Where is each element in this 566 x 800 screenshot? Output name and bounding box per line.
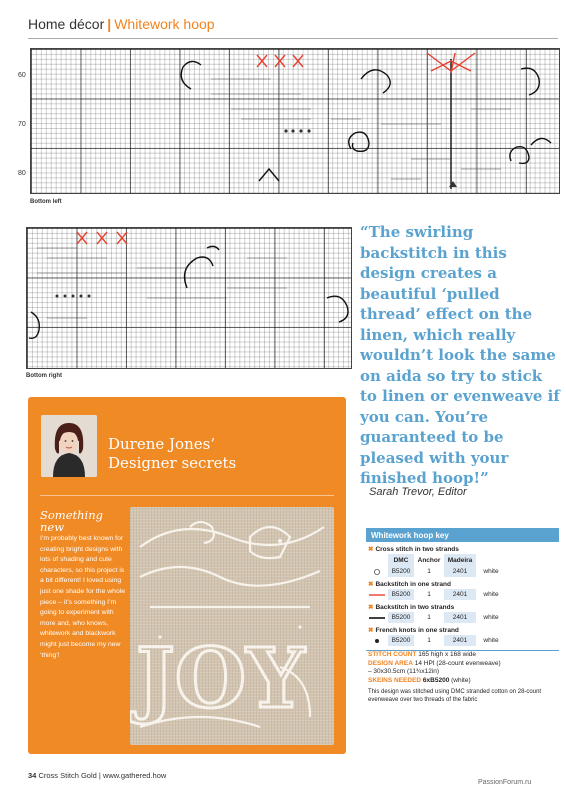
key-title: Whitework hoop key: [366, 528, 559, 542]
row-number-70: 70: [18, 121, 26, 128]
panel-divider: [40, 495, 334, 496]
photo-embroidery: [130, 507, 334, 745]
designer-portrait: [41, 415, 97, 477]
footer-url: www.gathered.how: [102, 771, 167, 780]
cross-icon: ✖: [368, 604, 374, 611]
panel-heading-line: Something: [40, 508, 103, 522]
designer-name-line: Durene Jones’: [108, 435, 216, 453]
panel-heading-line: new: [40, 520, 65, 534]
footer-separator: |: [98, 771, 101, 780]
stitched-hoop-photo: [130, 507, 334, 745]
chart-bottom-right: [26, 227, 352, 369]
skeins-needed: SKEINS NEEDED 6xB5200 (white): [368, 676, 471, 684]
watermark: PassionForum.ru: [478, 779, 532, 786]
editor-quote: “The swirling backstitch in this design creates a beautiful ‘pulled thread’ effect on the linen, which really wouldn’t look the same on aida so try to stick to linen or evenweave if you can. You’re guaranteed to be pleased with your finished hoop!”: [360, 223, 560, 487]
stitch-count: STITCH COUNT 165 high x 168 wide: [368, 651, 477, 658]
key-row: B5200 1 2401 white: [366, 612, 559, 623]
key-note: This design was stitched using DMC stranded cotton on 28-count evenweave over two threads of the fabric: [368, 689, 542, 703]
section-title: Home décor: [28, 16, 105, 32]
page-number: 34: [28, 771, 37, 780]
key-section-heading: ✖ Backstitch in one strand: [368, 581, 451, 588]
cross-icon: ✖: [368, 627, 374, 634]
photo-joy-text: JOY: [136, 631, 305, 727]
header-rule: [28, 38, 558, 39]
designer-title-line: Designer secrets: [108, 454, 237, 472]
chart-bottom-right-motifs: [27, 228, 352, 369]
key-row: B5200 1 2401 white: [366, 635, 559, 646]
panel-heading: [40, 509, 128, 533]
dot-symbol-icon: [366, 635, 388, 646]
designer-name: [108, 435, 236, 473]
col-madeira: Madeira: [444, 554, 476, 566]
red-line-symbol-icon: [366, 589, 388, 600]
stitch-key: [366, 528, 559, 704]
chart-bottom-left: [30, 48, 560, 194]
chart-bottom-left-motifs: [31, 49, 560, 194]
cross-icon: ✖: [368, 581, 374, 588]
key-row: B5200 1 2401 white: [366, 589, 559, 600]
chart-label-bottom-left: Bottom left: [30, 199, 62, 205]
key-section-heading: ✖ Backstitch in two strands: [368, 604, 455, 611]
magazine-name: Cross Stitch Gold: [38, 771, 97, 780]
page-header: [28, 16, 215, 32]
design-area-size: – 30x30.5cm (11¾x12in): [368, 668, 440, 675]
chart-label-bottom-right: Bottom right: [26, 373, 62, 379]
quote-credit: Sarah Trevor, Editor: [369, 486, 467, 498]
key-row: B5200 1 2401 white: [366, 566, 559, 577]
key-section-heading: ✖ Cross stitch in two strands: [368, 546, 459, 553]
portrait-image: [41, 415, 97, 477]
black-line-symbol-icon: [366, 612, 388, 623]
col-dmc: DMC: [388, 554, 414, 566]
panel-body-text: I’m probably best known for creating bright designs with lots of shading and cute characters, so this project is a bit different! I loved using just one shade for the whole piece – it’s something I’m going to experiment with more and, who knows, whitework and blackwork might just become my new ‘thing’!: [40, 535, 126, 659]
designer-secrets-panel: [28, 397, 346, 754]
design-area: DESIGN AREA 14 HPI (28-count evenweave): [368, 659, 501, 667]
key-column-headers: [366, 554, 559, 566]
page-footer: [28, 771, 166, 780]
cross-icon: ✖: [368, 546, 374, 553]
subsection-title: Whitework hoop: [114, 16, 215, 32]
col-anchor: Anchor: [417, 556, 441, 564]
header-separator: |: [107, 16, 112, 32]
circle-symbol-icon: [366, 566, 388, 577]
row-number-60: 60: [18, 72, 26, 79]
key-section-heading: ✖ French knots in one strand: [368, 627, 459, 634]
row-number-80: 80: [18, 170, 26, 177]
